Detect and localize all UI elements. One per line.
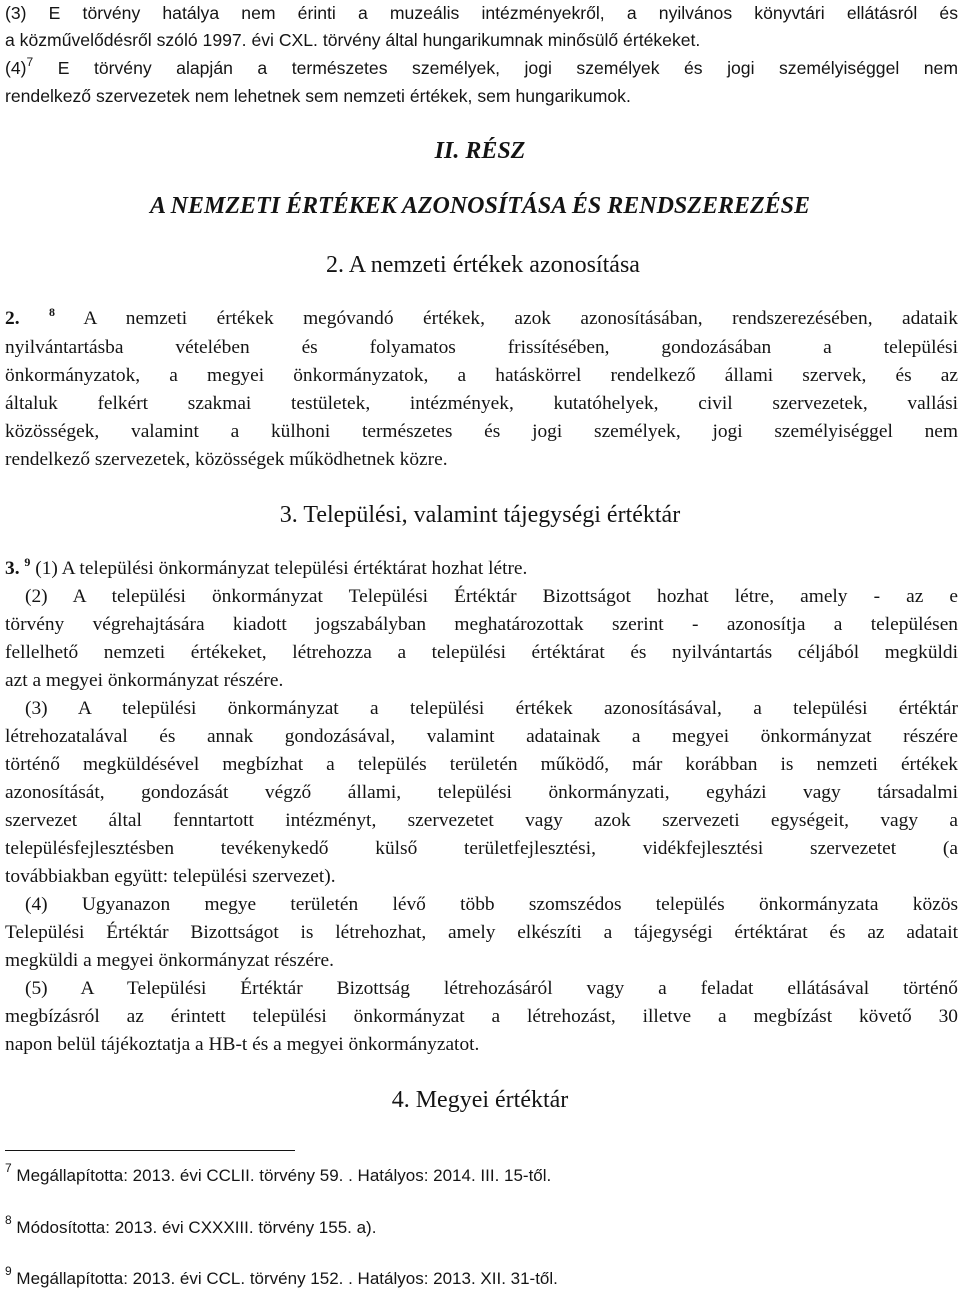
- section-3-line-1: [5, 556, 958, 582]
- section-3-sub-3-line-3: történő megküldésével megbízhat a település területén működő, már korábban is nemzeti értékek: [5, 754, 958, 775]
- section-2-line-2: nyilvántartásba vételében és folyamatos frissítésében, gondozásában a települési: [5, 337, 958, 358]
- section-3-sub-2-line-2: törvény végrehajtására kiadott jogszabályban meghatározottak szerint - azonosítja a településen: [5, 614, 958, 635]
- section-3-sub-3-line-4: azonosítását, gondozását végző állami, települési önkormányzati, egyházi vagy társadalmi: [5, 782, 958, 803]
- section-2-number: 2.: [5, 308, 20, 329]
- paragraph-4-number: (4): [5, 58, 27, 78]
- footnote-ref-8[interactable]: 8: [49, 304, 55, 319]
- footnote-8-text: Módosította: 2013. évi CXXXIII. törvény 155. a).: [16, 1218, 377, 1237]
- section-2-line-4: általuk felkért szakmai testületek, intézmények, kutatóhelyek, civil szervezetek, vallási: [5, 393, 958, 414]
- footnote-9-text: Megállapította: 2013. évi CCL. törvény 152. . Hatályos: 2013. XII. 31-től.: [16, 1269, 558, 1288]
- chapter-3-title-text: 3. Települési, valamint tájegységi értéktár: [279, 502, 681, 528]
- section-3-sub-5-line-1: (5) A Települési Értéktár Bizottság létrehozásáról vagy a feladat ellátásával történő: [25, 978, 958, 999]
- footnote-9: [5, 1264, 558, 1290]
- chapter-4-title: [0, 1085, 960, 1115]
- section-2-line-6: rendelkező szervezetek, közösségek működhetnek közre.: [5, 449, 448, 470]
- section-2-line-5: közösségek, valamint a külhoni természetes és jogi személyek, jogi személyiséggel nem: [5, 421, 958, 442]
- footnote-7-text: Megállapította: 2013. évi CCLII. törvény 59. . Hatályos: 2014. III. 15-től.: [16, 1166, 552, 1185]
- footnote-8: [5, 1213, 377, 1239]
- paragraph-3-line-2: a közművelődésről szóló 1997. évi CXL. törvény által hungarikumnak minősülő értékeket.: [5, 30, 701, 50]
- section-3-sub-3-line-1: (3) A települési önkormányzat a települési értékek azonosításával, a települési értéktár: [25, 698, 958, 719]
- footnote-ref-7[interactable]: 7: [26, 55, 34, 70]
- footnote-7-number: 7: [5, 1161, 12, 1176]
- paragraph-4-text: E törvény alapján a természetes személyek, jogi személyek és jogi személyiséggel nem: [57, 58, 959, 78]
- paragraph-3-line-1: (3) E törvény hatálya nem érinti a muzeális intézményekről, a nyilvános könyvtári ellátásról és: [5, 3, 958, 23]
- section-3-sub-1: (1) A települési önkormányzat települési értéktárat hozhat létre.: [35, 558, 528, 579]
- footnote-ref-9[interactable]: 9: [24, 554, 31, 569]
- section-3-sub-2-line-4: azt a megyei önkormányzat részére.: [5, 670, 284, 691]
- section-3-sub-2-line-3: fellelhető nemzeti értékeket, létrehozza a települési értéktárat és nyilvántartás céljából megküldi: [5, 642, 958, 663]
- chapter-2-title-text: 2. A nemzeti értékek azonosítása: [326, 252, 640, 278]
- section-2-line-1: [5, 306, 958, 332]
- section-3-sub-5-line-3: napon belül tájékoztatja a HB-t és a megyei önkormányzatot.: [5, 1034, 480, 1055]
- section-3-sub-3-line-6: településfejlesztésben tevékenykedő külső területfejlesztési, vidékfejlesztési szervezetet (a: [5, 838, 958, 859]
- paragraph-4-line-2: rendelkező szervezetek nem lehetnek sem nemzeti értékek, sem hungarikumok.: [5, 86, 631, 106]
- footnote-divider: [5, 1150, 295, 1151]
- part-number: II. RÉSZ: [434, 138, 526, 164]
- section-3-sub-5-line-2: megbízásról az érintett települési önkormányzat a létrehozást, illetve a megbízást követő 30: [5, 1006, 958, 1027]
- section-3-sub-4-line-1: (4) Ugyanazon megye területén lévő több szomszédos település önkormányzata közös: [25, 894, 958, 915]
- footnote-7: [5, 1161, 552, 1187]
- section-3-sub-3-line-5: szervezet által fenntartott intézményt, szervezetet vagy azok szervezeti egységeit, vagy a: [5, 810, 958, 831]
- section-3-sub-4-line-3: megküldi a megyei önkormányzat részére.: [5, 950, 334, 971]
- footnote-9-number: 9: [5, 1264, 12, 1279]
- section-3-number: 3.: [5, 558, 20, 579]
- section-3-sub-3-line-7: továbbiakban együtt: települési szervezet).: [5, 866, 336, 887]
- chapter-3-title: [0, 500, 960, 530]
- footnote-8-number: 8: [5, 1213, 12, 1228]
- chapter-4-title-text: 4. Megyei értéktár: [391, 1087, 569, 1113]
- paragraph-4-line-1: [5, 55, 958, 81]
- part-title: A NEMZETI ÉRTÉKEK AZONOSÍTÁSA ÉS RENDSZEREZÉSE: [150, 193, 810, 219]
- section-2-line-3: önkormányzatok, a megyei önkormányzatok, a hatáskörrel rendelkező állami szervek, és az: [5, 365, 958, 386]
- chapter-2-title: [0, 250, 960, 280]
- section-3-sub-3-line-2: létrehozatalával és annak gondozásával, valamint adatainak a megyei önkormányzat részére: [5, 726, 958, 747]
- section-2-text: A nemzeti értékek megóvandó értékek, azok azonosításában, rendszerezésében, adataik: [83, 308, 959, 329]
- section-3-sub-4-line-2: Települési Értéktár Bizottságot is létrehozhat, amely elkészíti a tájegységi értéktárat és az adatait: [5, 922, 958, 943]
- section-3-sub-2-line-1: (2) A települési önkormányzat Települési Értéktár Bizottságot hozhat létre, amely - az e: [25, 586, 958, 607]
